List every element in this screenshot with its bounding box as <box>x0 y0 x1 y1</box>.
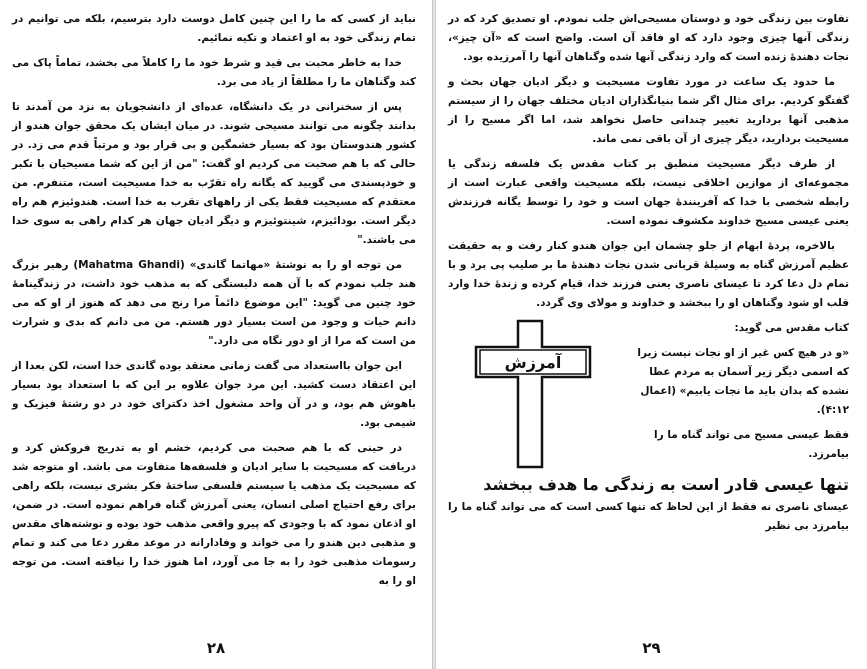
left-page <box>0 0 432 669</box>
cross-shape <box>476 321 590 467</box>
cross-icon <box>474 319 594 469</box>
paragraph: در حینی که با هم صحبت می کردیم، خشم او به تدریج فروکش کرد و دریافت که مسیحیت با سایر ادیان و فلسفه‌ها متفاوت می باشد. او متوجه شد که مسیحیت یک مذهب یا سیستم فلسفی ساختهٔ فکر بشری نیست، بلکه راهی برای رفع احتیاج اصلی انسان، یعنی آمرزش گناه فراهم نموده است. در ضمن، او اذعان نمود که با وجودی که پیرو واقعی مذهب خود بوده و نوشته‌های مقدس و مذهبی دین هندو را می خواند و وفادارانه در موعد مقرر دعا می کند و تمام رسومات مذهبی خود را به جا می آورد، اما هنوز خدا را نیافته است. من توجه او را به <box>12 442 416 587</box>
paragraph: از طرف دیگر مسیحیت منطبق بر کتاب مقدس یک فلسفه زندگی یا مجموعه‌ای از موازین اخلاقی نیست، بلکه مسیحیت واقعی عبارت است از رابطه شخصی با خدا که آفرینندهٔ جهان است و خود را توسط یگانه فرزندش یعنی عیسی مسیح خداوند مکشوف نموده است. <box>448 158 849 227</box>
cross-section <box>448 319 849 469</box>
paragraph: ما حدود یک ساعت در مورد تفاوت مسیحیت و دیگر ادیان جهان بحث و گفتگو کردیم. برای مثال اگر شما بنیانگذاران ادیان مختلف جهان را از سیستم مذهبی آنها بردارید تغییر چندانی حاصل نخواهد شد، اما اگر مسیح را از مسیحیت بردارید، دیگر چیزی از آن باقی نمی ماند. <box>448 76 849 145</box>
paragraph: تفاوت بین زندگی خود و دوستان مسیحی‌اش جلب نمودم. او تصدیق کرد که در زندگی آنها چیزی وجود دارد که او فاقد آن است. واضح است که «آن چیز»، نجات دهندهٔ زنده است که وارد زندگی آنها شده وگناهان آنها را آمرزیده بود. <box>448 13 849 63</box>
cross-label: آمرزش <box>504 353 562 372</box>
bible-quote-block <box>629 319 849 470</box>
page-number: ۲۸ <box>206 639 226 657</box>
left-page-text <box>12 10 416 591</box>
right-page <box>436 0 867 669</box>
paragraph: عیسای ناصری نه فقط از این لحاظ که تنها کسی است که می تواند گناه ما را بیامرزد بی نظیر <box>448 501 849 532</box>
paragraph: این جوان بااستعداد می گفت زمانی معتقد بوده گاندی خدا است، لکن بعدا از این اعتقاد دست کشید. این مرد جوان علاوه بر این که با استعداد بود بسیار باهوش هم بود، و در آن واحد مشغول اخذ دکترای خود در دو رشتهٔ فیزیک و شیمی بود. <box>12 360 416 429</box>
right-page-text <box>448 10 849 313</box>
section-heading: تنها عیسی قادر است به زندگی ما هدف ببخشد <box>483 475 849 494</box>
bible-intro: کتاب مقدس می گوید: <box>734 322 849 334</box>
right-page-last-line <box>448 498 849 536</box>
paragraph: نباید از کسی که ما را این چنین کامل دوست دارد بترسیم، بلکه می توانیم در تمام زندگی خود به او اعتماد و تکیه نمائیم. <box>12 13 416 44</box>
closing-line: فقط عیسی مسیح می تواند گناه ما را بیامرزد. <box>654 429 849 460</box>
paragraph: بالاخره، پردهٔ ابهام از جلو چشمان این جوان هندو کنار رفت و به حقیقت عظیم آمرزش گناه به وسیلهٔ قربانی شدن نجات دهندهٔ ما بر صلیب پی برد و با تمام دل دعا کرد تا عیسای ناصری یعنی فرزند خدا، قیام کرده و زندهٔ خدا وارد قلب او شود وگناهان او را ببخشد و خداوند و مولای وی گردد. <box>448 240 849 309</box>
paragraph: پس از سخنرانی در یک دانشگاه، عده‌ای از دانشجویان به نزد من آمدند تا بدانند چگونه می توانند مسیحی شوند. در میان ایشان یک محقق جوان هندو از کشور هندوستان بود که بسیار خشمگین و بی قرار بود و مرتباً قدم می زد. در حالی که با هم صحبت می کردیم او گفت: "من از این که شما مسیحیان با تکبر و خودپسندی می گویید که یگانه راه تقرّب به خدا مسیحیت است، متنفرم. من معتقدم که مسیحیت فقط یکی از راههای تقرب به خدا است. هندوئیزم هم راه دیگر است. بودائیزم، شینتوئیزم و دیگر ادیان جهان هر کدام راهی به سوی خدا می باشند." <box>12 101 416 246</box>
bible-quote: «و در هیچ کس غیر از او نجات نیست زیرا که اسمی دیگر زیر آسمان به مردم عطا نشده که بدان باید ما نجات یابیم» (اعمال ۴:۱۲). <box>637 347 849 416</box>
page-number: ۲۹ <box>642 639 661 657</box>
paragraph: من توجه او را به نوشتهٔ «مهاتما گاندی» (Mahatma Ghandi) رهبر بزرگ هند جلب نمودم که با آن همه دلبستگی که به مذهب خود داشت، در زندگینامهٔ خود چنین می گوید: "این موضوع دائماً مرا رنج می دهد که هنوز از او که می دانم حیات و وجود من است بسیار دور هستم. من می دانم که بدی و شرارت من است که مرا از او دور نگاه می دارد." <box>12 259 416 347</box>
paragraph: خدا به خاطر محبت بی قید و شرط خود ما را کاملاً می بخشد، تماماً پاک می کند وگناهان ما را مطلقاً از یاد می برد. <box>12 57 416 88</box>
